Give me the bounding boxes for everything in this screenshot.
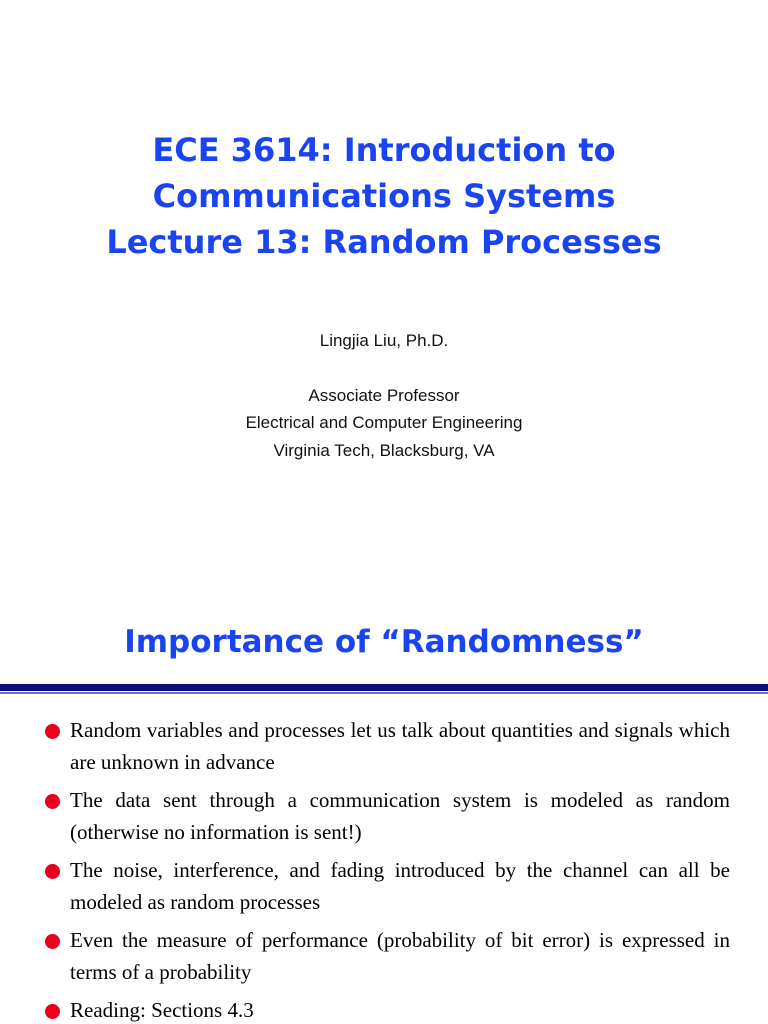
bullet-text: Random variables and processes let us talk about quantities and signals which are unknown in advance [70,718,730,774]
author-institution: Virginia Tech, Blacksburg, VA [273,441,495,460]
bullet-dot-icon [45,794,60,809]
lecture-title-line-1: ECE 3614: Introduction to [152,131,616,169]
slide-heading: Importance of “Randomness” [124,624,644,660]
lecture-title-line-3: Lecture 13: Random Processes [106,223,662,261]
bullet-list [0,714,768,1024]
bullet-dot-icon [45,864,60,879]
author-name: Lingjia Liu, Ph.D. [319,331,449,350]
bullet-item [0,924,768,988]
bullet-dot-icon [45,934,60,949]
lecture-title-line-2: Communications Systems [152,177,616,215]
bullet-text: The noise, interference, and fading introduced by the channel can all be modeled as random processes [70,858,730,914]
bullet-item [0,714,768,778]
content-slide [0,588,768,1024]
bullet-dot-icon [45,724,60,739]
author-department: Electrical and Computer Engineering [245,413,523,432]
heading-divider [0,684,768,691]
bullet-text: The data sent through a communication system is modeled as random (otherwise no information is sent!) [70,788,730,844]
bullet-text: Even the measure of performance (probability of bit error) is expressed in terms of a probability [70,928,730,984]
bullet-dot-icon [45,1004,60,1019]
author-position: Associate Professor [308,386,460,405]
bullet-item [0,784,768,848]
bullet-item [0,994,768,1024]
heading-divider-shadow [0,692,768,694]
bullet-item [0,854,768,918]
bullet-text: Reading: Sections 4.3 [70,998,254,1022]
